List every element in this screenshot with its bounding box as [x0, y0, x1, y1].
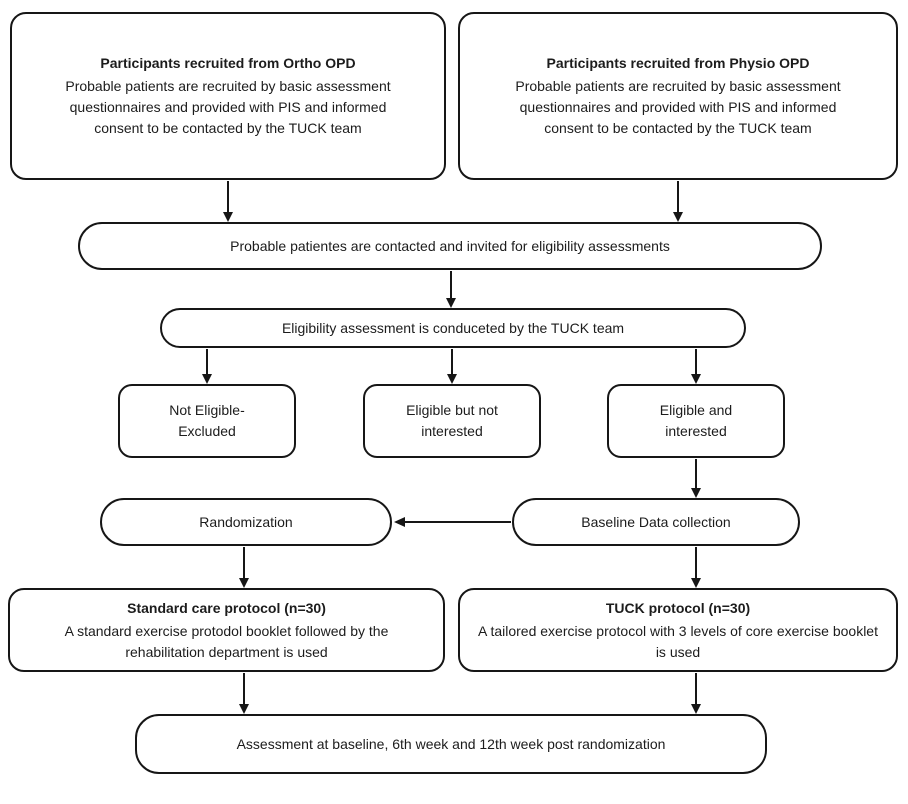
arrow-baseline-to-tuck: [691, 547, 701, 588]
node-standard-care-title: Standard care protocol (n=30): [127, 599, 326, 616]
arrow-eligibility-to-not-eligible: [202, 349, 212, 384]
node-physio-recruitment: [458, 12, 898, 180]
node-eligible-not-interested-label: Eligible but not interested: [406, 402, 498, 439]
node-not-eligible: [118, 384, 296, 458]
node-ortho-title: Participants recruited from Ortho OPD: [100, 55, 356, 71]
node-contact-label: Probable patientes are contacted and invited for eligibility assessments: [230, 237, 670, 254]
node-eligibility-assessment: [160, 308, 746, 348]
node-tuck-title: TUCK protocol (n=30): [605, 599, 751, 616]
node-eligible-interested: [607, 384, 785, 458]
node-eligible-not-interested: [363, 384, 541, 458]
arrow-eligibility-to-interested: [691, 349, 701, 384]
arrow-physio-to-contact: [673, 181, 683, 222]
node-ortho-body: Probable patients are recruited by basic assessment questionnaires and provided with PIS and informed consent to be contacted by the TUCK team: [65, 78, 391, 136]
node-contact-invite: [78, 222, 822, 270]
node-eligible-interested-label: Eligible and interested: [659, 402, 733, 439]
node-baseline-label: Baseline Data collection: [581, 513, 731, 530]
arrow-eligibility-to-not-interested: [447, 349, 457, 384]
node-standard-care-protocol: [8, 588, 445, 672]
node-tuck-body: A tailored exercise protocol with 3 levels of core exercise booklet is used: [478, 622, 878, 660]
arrow-baseline-to-randomization: [394, 517, 511, 527]
arrow-contact-to-eligibility: [446, 271, 456, 308]
node-randomization: [100, 498, 392, 546]
arrow-interested-to-baseline: [691, 459, 701, 498]
node-tuck-protocol: [458, 588, 898, 672]
node-eligibility-label: Eligibility assessment is conduceted by the TUCK team: [281, 319, 625, 336]
node-physio-body: Probable patients are recruited by basic assessment questionnaires and provided with PIS and informed consent to be contacted by the TUCK team: [515, 78, 841, 136]
arrow-randomization-to-standard: [239, 547, 249, 588]
node-ortho-recruitment: [10, 12, 446, 180]
node-randomization-label: Randomization: [199, 513, 293, 530]
node-standard-care-body: A standard exercise protodol booklet followed by the rehabilitation department is used: [64, 622, 389, 660]
node-physio-title: Participants recruited from Physio OPD: [546, 55, 810, 71]
arrow-ortho-to-contact: [223, 181, 233, 222]
node-assessment-schedule: [135, 714, 767, 774]
arrow-standard-to-assessment: [239, 673, 249, 714]
node-not-eligible-label: Not Eligible- Excluded: [169, 402, 245, 439]
arrow-tuck-to-assessment: [691, 673, 701, 714]
node-baseline-data-collection: [512, 498, 800, 546]
node-assessment-label: Assessment at baseline, 6th week and 12th week post randomization: [236, 735, 666, 752]
